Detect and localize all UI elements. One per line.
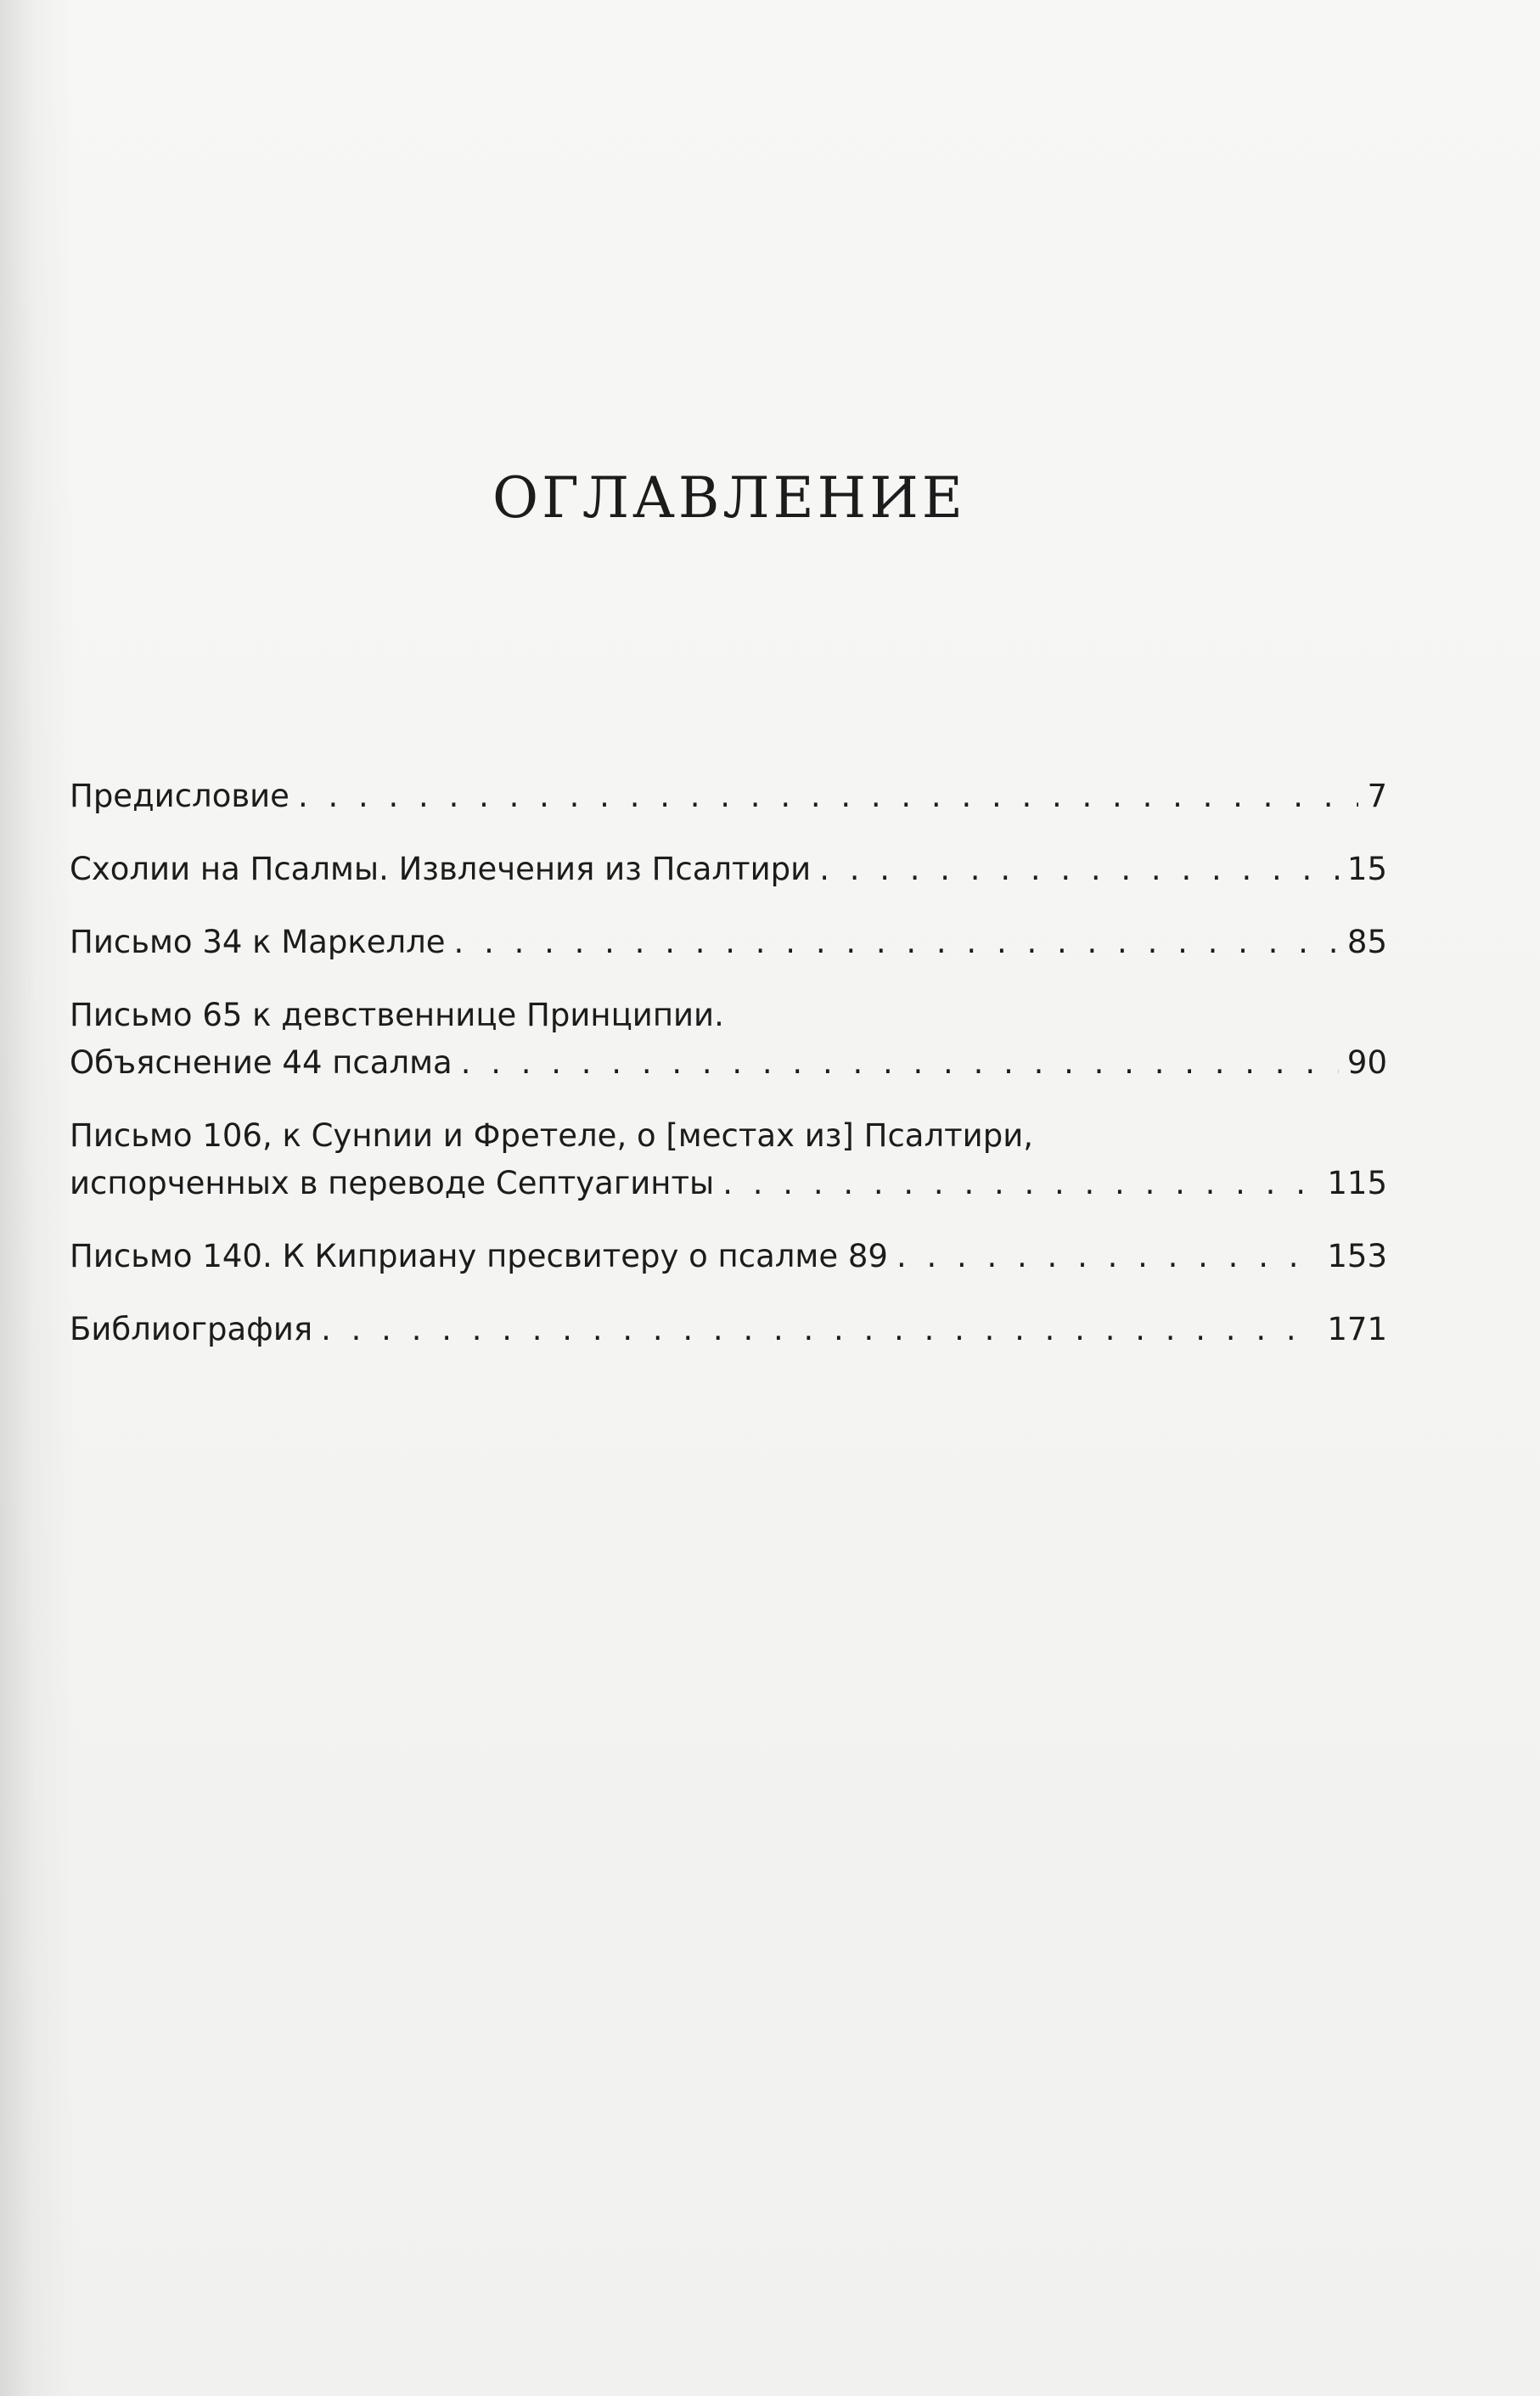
toc-page-number: 7 [1367,778,1387,814]
toc-page-number: 85 [1346,924,1387,960]
toc-entry [70,992,1387,1087]
toc-entry-title: Письмо 140. К Киприану пресвитеру о псалме 89 [70,1238,888,1274]
leader-dots [819,846,1339,893]
toc-page-number: 115 [1327,1165,1387,1201]
toc-entry [70,846,1387,893]
toc-page-number: 90 [1346,1044,1387,1081]
toc-page-number: 153 [1327,1238,1387,1274]
leader-dots [461,1039,1339,1087]
leader-dots [896,1233,1318,1280]
leader-dots [321,1306,1318,1353]
toc-entry-title: Предисловие [70,778,289,814]
toc-page-number: 171 [1327,1311,1387,1347]
toc-entry [70,773,1387,820]
toc-entry-title: Библиография [70,1311,313,1347]
toc-entry-title: Схолии на Псалмы. Извлечения из Псалтири [70,851,812,887]
toc-entry-title: Объяснение 44 псалма [70,1044,452,1081]
toc-entry [70,1306,1387,1353]
toc-page-number: 15 [1346,851,1387,887]
leader-dots [722,1160,1318,1207]
toc-entry [70,1112,1387,1207]
page-title: ОГЛАВЛЕНИЕ [492,465,966,531]
table-of-contents [70,773,1387,1379]
toc-entry-title: испорченных в переводе Септуагинты [70,1165,715,1201]
toc-entry-title-line: Письмо 106, к Сунnии и Фретеле, о [местах из] Псалтири, [70,1117,1034,1154]
leader-dots [454,919,1339,966]
leader-dots [298,773,1359,820]
toc-entry-title-line: Письмо 65 к девственнице Принципии. [70,997,724,1033]
toc-entry [70,1233,1387,1280]
toc-entry [70,919,1387,966]
toc-entry-title: Письмо 34 к Маркелле [70,924,446,960]
